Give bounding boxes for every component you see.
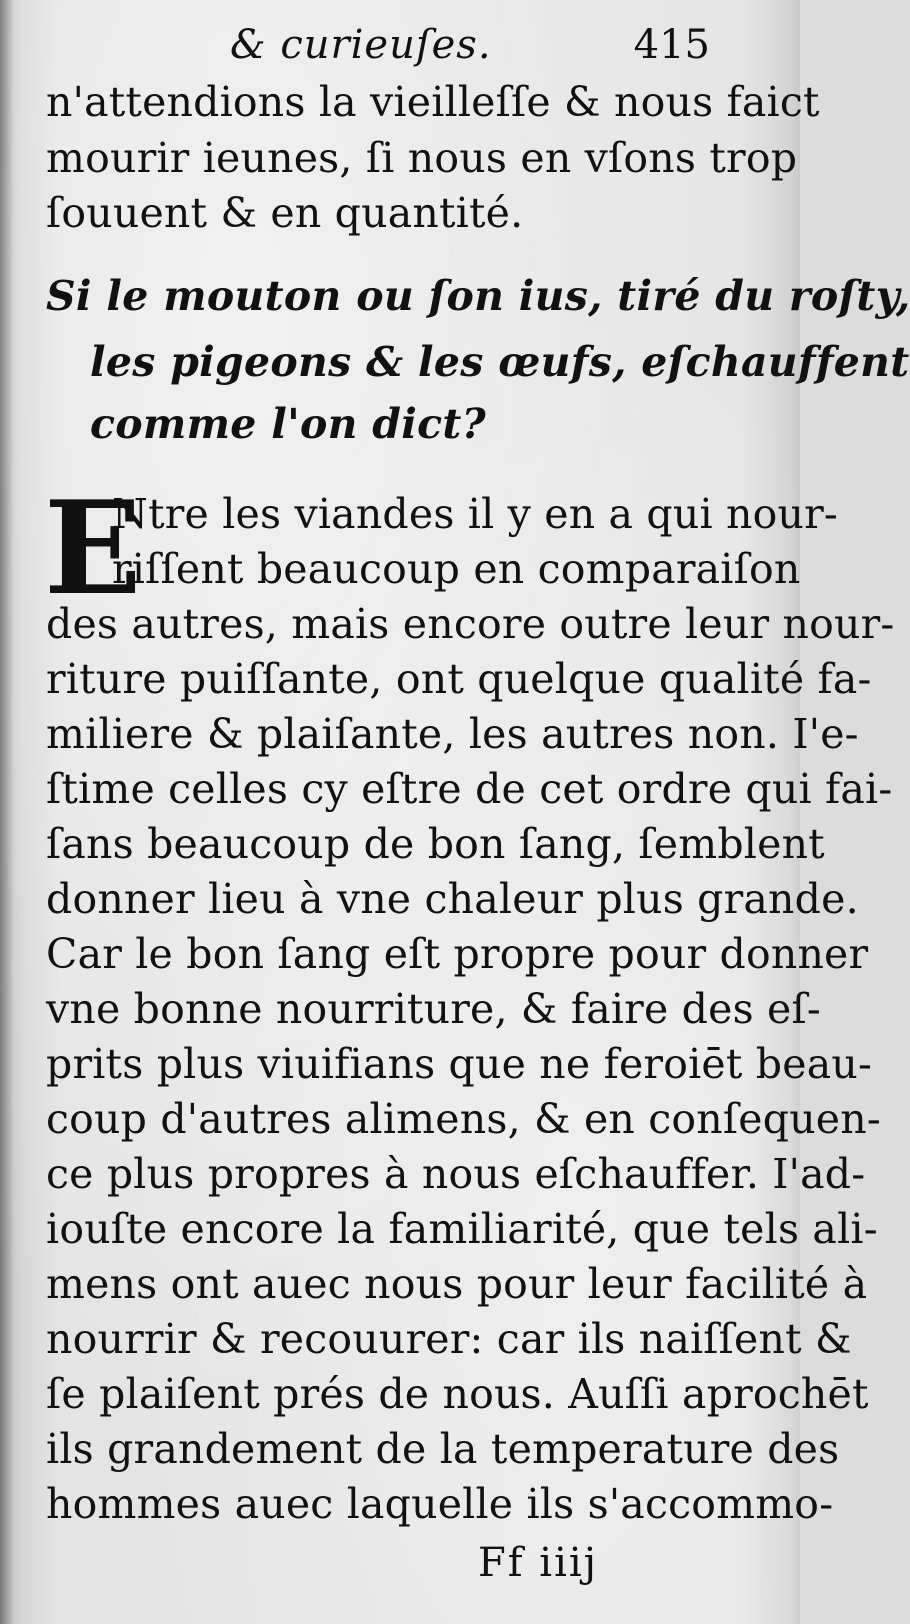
text-line: miliere & plaiſante, les autres non. I'e- <box>46 710 859 758</box>
text-line: ils grandement de la temperature des <box>46 1425 840 1473</box>
drop-cap: E <box>44 474 142 624</box>
text-line: Ntre les viandes il y en a qui nour- <box>112 490 838 538</box>
text-line: nourrir & recouurer: car ils naiſſent & <box>46 1315 852 1363</box>
text-line: mens ont auec nous pour leur facilité à <box>46 1260 868 1308</box>
text-line: ſans beaucoup de bon ſang, ſemblent <box>46 820 825 868</box>
chapter-heading-line: Si le mouton ou ſon ius, tiré du roſty, <box>46 272 910 320</box>
gutter-shadow <box>0 0 14 1624</box>
text-line: n'attendions la vieilleſſe & nous faict <box>46 78 820 126</box>
text-line: ſtime celles cy eſtre de cet ordre qui fai- <box>46 765 893 813</box>
chapter-heading-line: comme l'on dict? <box>90 400 486 448</box>
text-line: riture puiſſante, ont quelque qualité fa- <box>46 655 872 703</box>
text-line: Car le bon ſang eſt propre pour donner <box>46 930 869 978</box>
signature-mark: Ff iiij <box>478 1540 599 1586</box>
text-line: mourir ieunes, ſi nous en vſons trop <box>46 134 798 182</box>
running-head-title: & curieuſes. <box>230 22 492 68</box>
text-line: iouſte encore la familiarité, que tels ali- <box>46 1205 878 1253</box>
chapter-heading-line: les pigeons & les œufs, eſchauffent <box>90 338 910 386</box>
text-line: ce plus propres à nous eſchauffer. I'ad- <box>46 1150 866 1198</box>
text-line: coup d'autres alimens, & en conſequen- <box>46 1095 881 1143</box>
text-line: ſe plaiſent prés de nous. Auſſi aprochēt <box>46 1370 869 1418</box>
page-number: 415 <box>633 22 710 68</box>
text-line: vne bonne nourriture, & faire des eſ- <box>46 985 821 1033</box>
text-line: des autres, mais encore outre leur nour- <box>46 600 895 648</box>
text-line: riſſent beaucoup en comparaiſon <box>112 545 801 593</box>
text-line: hommes auec laquelle ils s'accommo- <box>46 1480 834 1528</box>
running-head <box>230 12 710 82</box>
text-line: ſouuent & en quantité. <box>46 189 524 237</box>
text-line: donner lieu à vne chaleur plus grande. <box>46 875 859 923</box>
text-line: prits plus viuifians que ne feroiēt beau- <box>46 1040 873 1088</box>
